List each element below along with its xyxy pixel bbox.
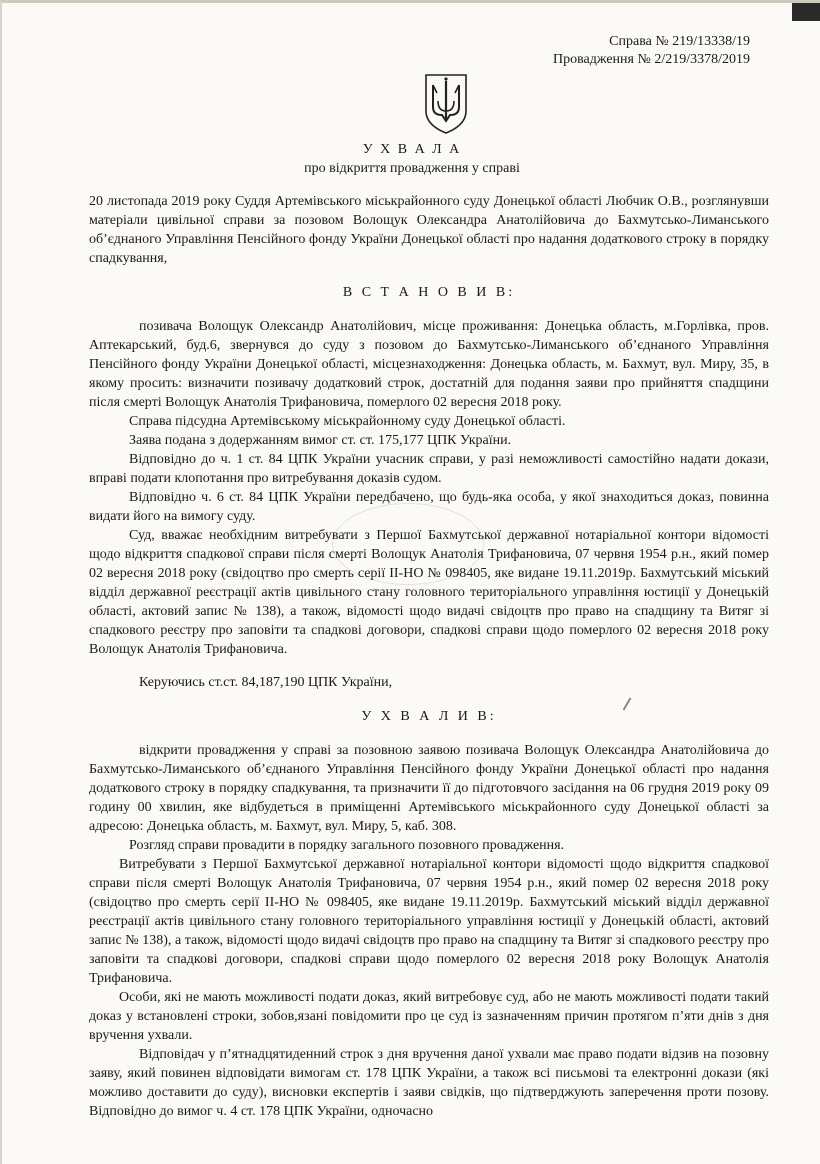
established-paragraph: Відповідно ч. 6 ст. 84 ЦПК України передбачено, що будь-яка особа, у якої знаходиться доказ, повинна видати його на вимогу суду. xyxy=(89,490,769,524)
ruled-heading: У Х В А Л И В: xyxy=(361,709,497,724)
scan-corner-shadow xyxy=(792,3,820,21)
guided-by-paragraph: Керуючись ст.ст. 84,187,190 ЦПК України, xyxy=(139,675,393,690)
established-paragraph: Відповідно до ч. 1 ст. 84 ЦПК України учасник справи, у разі неможливості самостійно надати докази, вправі подати клопотання про витребування доказів судом. xyxy=(89,452,769,486)
case-header xyxy=(553,33,750,69)
document-subtitle: про відкриття провадження у справі xyxy=(304,161,520,176)
established-paragraph: Справа підсудна Артемівському міськрайонному суду Донецької області. xyxy=(129,414,566,429)
ruled-paragraph: Відповідач у п’ятнадцятиденний строк з дня вручення даної ухвали має право подати відзив на позовну заяву, який повинен відповідати вимогам ст. 178 ЦПК України, а також всі письмові та електронні докази (які можливо доставити до суду), висновки експертів і заяви свідків, що підтверджують заперечення проти позову. Відповідно до вимог ч. 4 ст. 178 ЦПК України, одночасно xyxy=(89,1047,769,1119)
ruled-paragraph: Розгляд справи провадити в порядку загального позовного провадження. xyxy=(129,838,565,853)
established-heading: В С Т А Н О В И В: xyxy=(342,285,516,300)
ruled-paragraph: відкрити провадження у справі за позовною заявою позивача Волощук Олександра Анатолійовича до Бахмутсько-Лиманського об’єднаного Управління Пенсійного фонду України Донецької області про надання додаткового строку в порядку спадкування, та призначити її до підготовчого засідання на 06 грудня 2019 року 09 годину 00 хвилин, яке відбудеться в приміщенні Артемівського міськрайонного суду Донецької області за адресою: Донецька область, м. Бахмут, вул. Миру, 5, каб. 308. xyxy=(89,743,769,834)
ruled-paragraph: Особи, які не мають можливості подати доказ, який витребовує суд, або не мають можливості подати такий доказ у встановлені строки, зобов,язані повідомити про це суд із зазначенням причин протягом п’яти днів з дня вручення ухвали. xyxy=(89,990,769,1043)
ruled-paragraph: Витребувати з Першої Бахмутської державної нотаріальної контори відомості щодо відкриття спадкової справи після смерті Волощук Анатолія Трифановича, 07 червня 1954 р.н., який помер 02 вересня 2018 року (свідоцтво про смерть серії ІІ-НО № 098405, яке видане 19.11.2019р. Бахмутський міський відділ державної реєстрації актів цивільного стану головного територіального управління юстиції у Донецькій області, актовий запис № 138), а також, відомості щодо видачі свідоцтв про право на спадщину та Витяг зі спадкового реєстру про заповіти та спадкові договори, спадкові справи щодо померлого 02 вересня 2018 року Волощук Анатолія Трифановича. xyxy=(89,857,769,986)
document-body xyxy=(89,192,769,1121)
document-title: У Х В А Л А xyxy=(362,142,462,157)
established-paragraph: Суд, вважає необхідним витребувати з Першої Бахмутської державної нотаріальної контори відомості щодо відкриття спадкової справи після смерті Волощук Анатолія Трифановича, 07 червня 1954 р.н., який помер 02 вересня 2018 року (свідоцтво про смерть серії ІІ-НО № 098405, яке видане 19.11.2019р. Бахмутський міський відділ державної реєстрації актів цивільного стану головного територіального управління юстиції у Донецькій області, актовий запис № 138), а також, відомості щодо видачі свідоцтв про право на спадщину та Витяг зі спадкового реєстру про заповіти та спадкові договори, спадкові справи щодо померлого 02 вересня 2018 року Волощук Анатолія Трифановича. xyxy=(89,528,769,657)
trident-coat-of-arms-icon xyxy=(422,71,470,135)
proceeding-number: Провадження № 2/219/3378/2019 xyxy=(552,52,750,67)
established-paragraph: позивача Волощук Олександр Анатолійович, місце проживання: Донецька область, м.Горлівка, пров. Аптекарський, буд.6, звернувся до суду з позовом до Бахмутсько-Лиманського об’єднаного Управління Пенсійного фонду України Донецької області, місцезнаходження: Донецька область, м. Бахмут, вул. Миру, 35, в якому просить: визначити позивачу додатковий строк, достатній для подання заяви про прийняття спадщини після смерті Волощук Анатолія Трифановича, померлого 02 вересня 2018 року. xyxy=(89,319,769,410)
established-paragraph: Заява подана з додержанням вимог ст. ст. 175,177 ЦПК України. xyxy=(129,433,512,448)
intro-paragraph: 20 листопада 2019 року Суддя Артемівського міськрайонного суду Донецької області Любчик О.В., розглянувши матеріали цивільної справи за позовом Волощук Олександра Анатолійовича до Бахмутсько-Лиманського об’єднаного Управління Пенсійного фонду України Донецької області про надання додаткового строку в порядку спадкування, xyxy=(89,194,769,266)
case-number: Справа № 219/13338/19 xyxy=(609,34,750,49)
